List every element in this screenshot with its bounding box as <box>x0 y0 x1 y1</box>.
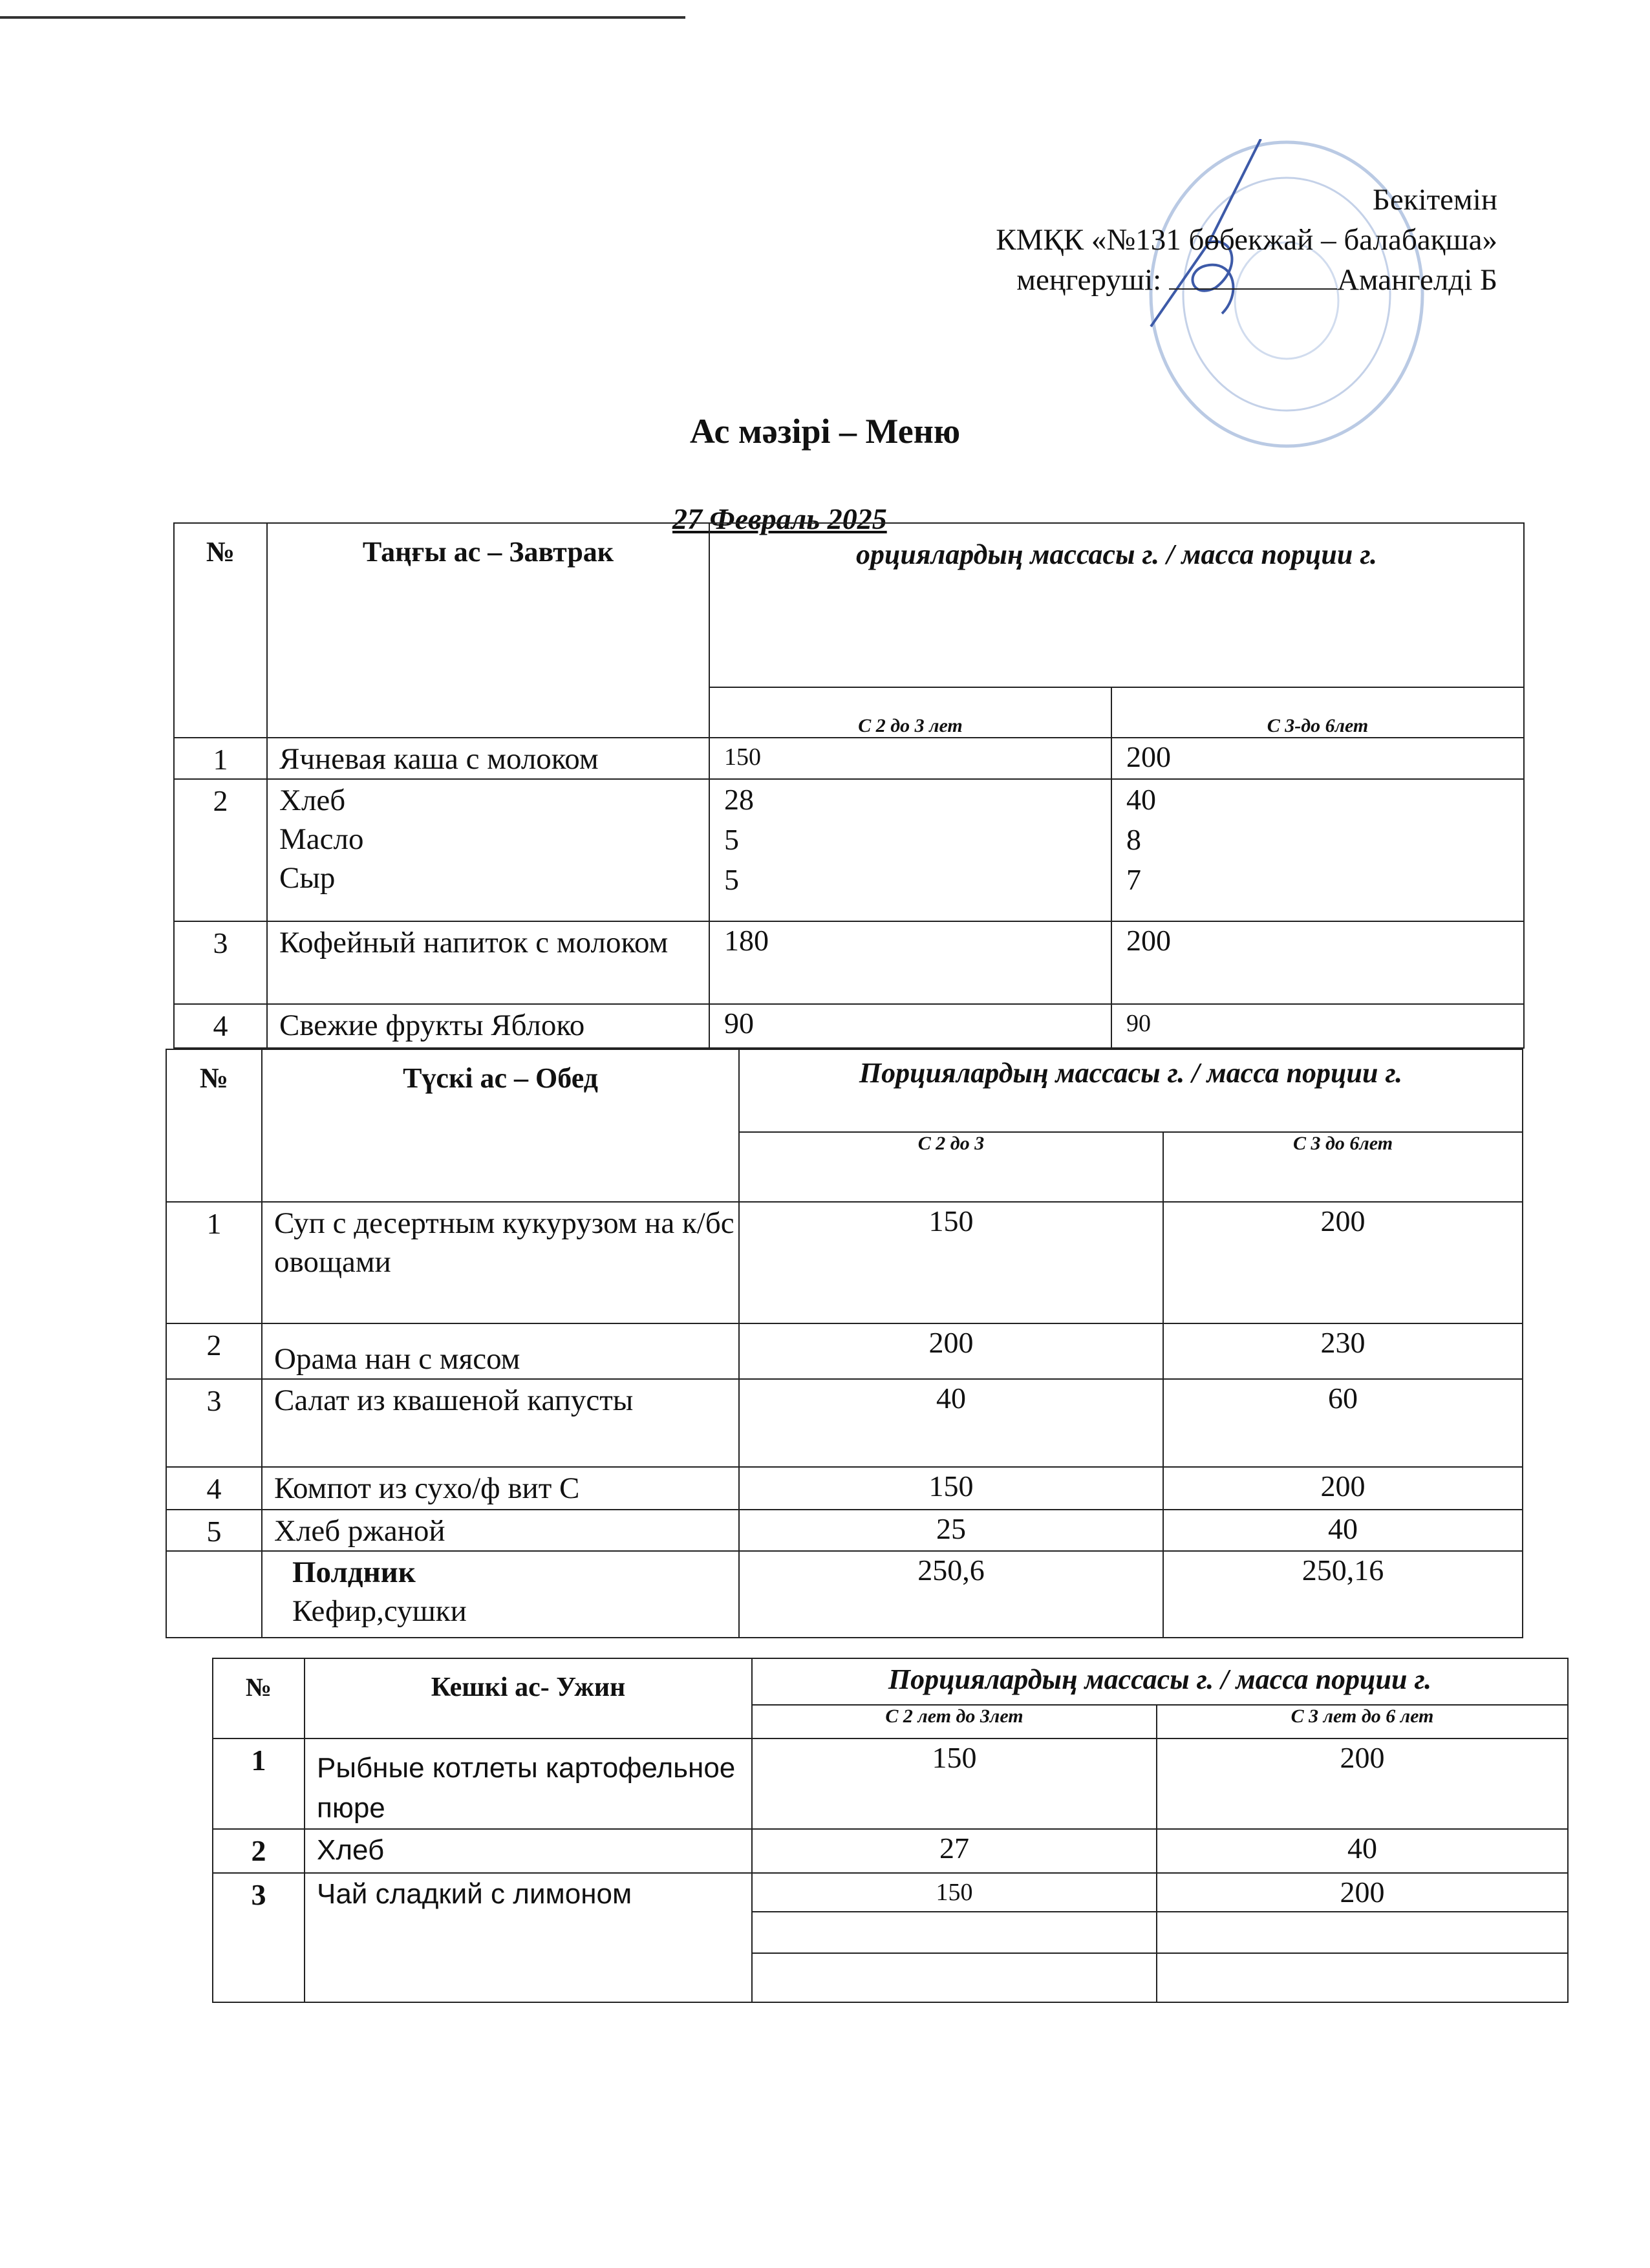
row-number: 3 <box>213 1873 305 2002</box>
row-number <box>166 1551 262 1638</box>
mass-value-3-6: 90 <box>1111 1004 1524 1048</box>
dinner-age-3-6: С 3 лет до 6 лет <box>1157 1705 1568 1738</box>
mass-value-2-3: 27 <box>752 1829 1157 1873</box>
mass-value-2-3: 180 <box>709 921 1111 1004</box>
table-row <box>174 738 1524 779</box>
row-number: 2 <box>166 1323 262 1379</box>
table-row <box>174 1004 1524 1048</box>
mass-value-2-3: 150 <box>709 738 1111 779</box>
mass-value-2-3: 200 <box>739 1323 1163 1379</box>
breakfast-no-header: № <box>174 523 267 738</box>
row-number: 3 <box>174 921 267 1004</box>
lunch-age-2-3: С 2 до 3 <box>739 1132 1163 1202</box>
lunch-mass-header: Порциялардың массасы г. / масса порции г. <box>739 1049 1523 1132</box>
row-number: 4 <box>166 1467 262 1510</box>
top-edge-line <box>0 16 685 19</box>
row-number: 2 <box>213 1829 305 1873</box>
mass-value-2-3: 28 <box>724 783 754 816</box>
table-row <box>213 1873 1568 1912</box>
mass-value-2-3: 150 <box>739 1467 1163 1510</box>
mass-value-2-3: 5 <box>724 863 739 896</box>
approval-organization: КМҚК «№131 бөбекжай – балабақша» <box>996 223 1497 257</box>
dish-name: Свежие фрукты Яблоко <box>267 1004 709 1048</box>
row-number: 3 <box>166 1379 262 1467</box>
table-row <box>174 921 1524 1004</box>
approval-name: Амангелді Б <box>1336 263 1497 297</box>
empty-cell <box>752 1912 1157 1953</box>
mass-value-2-3: 40 <box>739 1379 1163 1467</box>
table-row <box>213 1829 1568 1873</box>
breakfast-meal-header: Таңғы ас – Завтрак <box>267 523 709 738</box>
row-number: 5 <box>166 1510 262 1551</box>
page-title: Ас мәзірі – Меню <box>689 412 961 451</box>
mass-value-3-6: 200 <box>1111 738 1524 779</box>
table-row <box>174 779 1524 921</box>
approval-head <box>996 260 1497 300</box>
dish-name: Сыр <box>279 861 336 895</box>
signature-line <box>1169 262 1337 290</box>
row-number: 1 <box>213 1738 305 1829</box>
dish-name: Хлеб ржаной <box>262 1510 739 1551</box>
dish-name: Орама нан с мясом <box>262 1323 739 1379</box>
dish-name: Компот из сухо/ф вит С <box>262 1467 739 1510</box>
menu-date: 27 Февраль 2025 <box>672 502 887 535</box>
lunch-no-header: № <box>166 1049 262 1202</box>
mass-value-3-6: 7 <box>1126 863 1141 896</box>
dish-name: Кефир,сушки <box>292 1594 467 1628</box>
lunch-table <box>166 1049 1523 1638</box>
mass-value-3-6: 250,16 <box>1163 1551 1523 1638</box>
dinner-meal-header: Кешкі ас- Ужин <box>305 1658 752 1738</box>
mass-value-3-6: 40 <box>1157 1829 1568 1873</box>
dish-name: Чай сладкий с лимоном <box>305 1873 752 2002</box>
dish-name: Кофейный напиток с молоком <box>267 921 709 1004</box>
table-row <box>166 1379 1523 1467</box>
lunch-meal-header: Түскі ас – Обед <box>262 1049 739 1202</box>
approval-title: Бекітемін <box>1372 183 1497 217</box>
mass-value-3-6: 8 <box>1126 823 1141 856</box>
table-row <box>166 1202 1523 1323</box>
dish-name: Хлеб <box>279 784 346 817</box>
mass-value-3-6: 40 <box>1163 1510 1523 1551</box>
mass-value-3-6: 60 <box>1163 1379 1523 1467</box>
mass-value-3-6: 230 <box>1163 1323 1523 1379</box>
mass-value-2-3: 5 <box>724 823 739 856</box>
row-number: 4 <box>174 1004 267 1048</box>
empty-cell <box>1157 1912 1568 1953</box>
mass-value-2-3: 90 <box>709 1004 1111 1048</box>
dinner-table <box>212 1658 1569 2003</box>
dish-name: Рыбные котлеты картофельное пюре <box>305 1738 752 1829</box>
mass-value-2-3: 150 <box>752 1873 1157 1912</box>
dish-name: Хлеб <box>305 1829 752 1873</box>
dish-name: Суп с десертным кукурузом на к/бс овощами <box>262 1202 739 1323</box>
mass-value-3-6: 200 <box>1163 1202 1523 1323</box>
lunch-age-3-6: С 3 до 6лет <box>1163 1132 1523 1202</box>
empty-cell <box>1157 1953 1568 2002</box>
empty-cell <box>752 1953 1157 2002</box>
dinner-mass-header: Порциялардың массасы г. / масса порции г. <box>752 1658 1568 1705</box>
dish-name: Масло <box>279 822 364 856</box>
approval-block <box>996 180 1497 300</box>
mass-value-2-3: 250,6 <box>739 1551 1163 1638</box>
mass-value-3-6: 200 <box>1111 921 1524 1004</box>
breakfast-table <box>173 522 1525 1049</box>
breakfast-mass-header: орциялардың массасы г. / масса порции г. <box>709 523 1524 687</box>
table-row <box>213 1738 1568 1829</box>
table-row <box>166 1467 1523 1510</box>
breakfast-age-2-3: С 2 до 3 лет <box>709 687 1111 738</box>
mass-value-2-3: 150 <box>739 1202 1163 1323</box>
dinner-age-2-3: С 2 лет до 3лет <box>752 1705 1157 1738</box>
mass-value-2-3: 150 <box>752 1738 1157 1829</box>
snack-title: Полдник <box>292 1556 416 1589</box>
mass-value-3-6: 200 <box>1157 1738 1568 1829</box>
mass-value-3-6: 200 <box>1157 1873 1568 1912</box>
table-row <box>166 1510 1523 1551</box>
mass-value-2-3: 25 <box>739 1510 1163 1551</box>
breakfast-age-3-6: С 3-до 6лет <box>1111 687 1524 738</box>
dish-name: Салат из квашеной капусты <box>262 1379 739 1467</box>
row-number: 2 <box>174 779 267 921</box>
row-number: 1 <box>174 738 267 779</box>
row-number: 1 <box>166 1202 262 1323</box>
dinner-no-header: № <box>213 1658 305 1738</box>
mass-value-3-6: 200 <box>1163 1467 1523 1510</box>
table-row <box>166 1551 1523 1638</box>
approval-position: меңгеруші: <box>1016 263 1162 297</box>
table-row <box>166 1323 1523 1379</box>
dish-name: Ячневая каша с молоком <box>267 738 709 779</box>
mass-value-3-6: 40 <box>1126 783 1156 816</box>
